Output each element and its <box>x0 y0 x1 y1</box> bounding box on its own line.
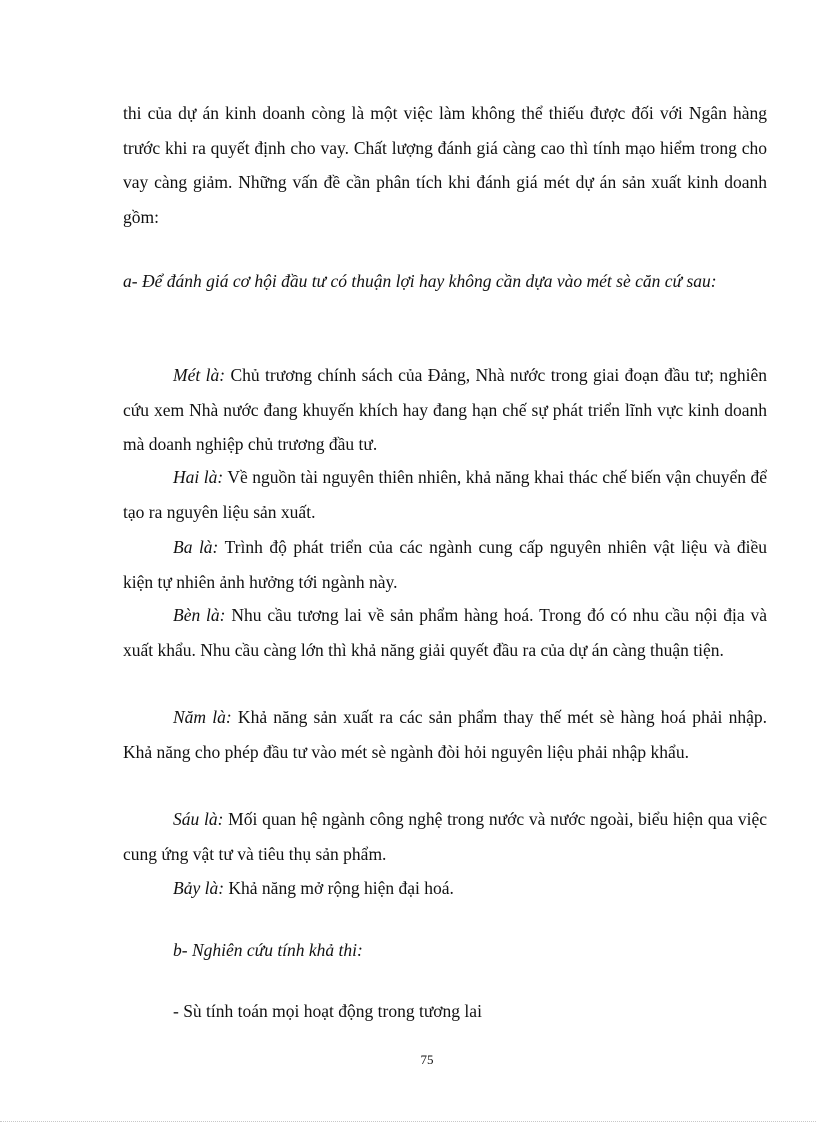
item-text: Khả năng mở rộng hiện đại hoá. <box>224 878 454 898</box>
item-label: Sáu là: <box>173 809 224 829</box>
list-item <box>123 598 767 667</box>
page-bottom-divider <box>0 1121 816 1122</box>
item-text: Về nguồn tài nguyên thiên nhiên, khả năng khai thác chế biến vận chuyển để tạo ra nguyên liệu sản xuất. <box>123 467 767 522</box>
list-item <box>123 802 767 871</box>
item-label: Bèn là: <box>173 605 226 625</box>
section-b-heading: b- Nghiên cứu tính khả thi: <box>173 940 363 960</box>
item-label: Hai là: <box>173 467 224 487</box>
item-label: Bảy là: <box>173 878 225 898</box>
intro-paragraph: thi của dự án kinh doanh còng là một việc làm không thể thiếu được đối với Ngân hàng trước khi ra quyết định cho vay. Chất lượng đánh giá càng cao thì tính mạo hiểm trong cho vay càng giảm. Những vấn đề cần phân tích khi đánh giá mét dự án sản xuất kinh doanh gồm: <box>123 103 767 227</box>
page-number: 75 <box>420 1052 434 1067</box>
item-label: Ba là: <box>173 537 219 557</box>
list-item <box>123 460 767 529</box>
list-item <box>123 871 767 906</box>
item-text: Chủ trương chính sách của Đảng, Nhà nước trong giai đoạn đầu tư; nghiên cứu xem Nhà nước đang khuyến khích hay đang hạn chế sự phát triển lĩnh vực kinh doanh mà doanh nghiệp chủ trương đầu tư. <box>123 365 767 454</box>
item-text: Khả năng sản xuất ra các sản phẩm thay thế mét sè hàng hoá phải nhập. Khả năng cho phép đầu tư vào mét sè ngành đòi hỏi nguyên liệu phải nhập khẩu. <box>123 707 767 762</box>
item-text: Mối quan hệ ngành công nghệ trong nước và nước ngoài, biểu hiện qua việc cung ứng vật tư và tiêu thụ sản phẩm. <box>123 809 767 864</box>
item-text: Trình độ phát triển của các ngành cung cấp nguyên nhiên vật liệu và điều kiện tự nhiên ảnh hưởng tới ngành này. <box>123 537 767 592</box>
bullet-line: - Sù tính toán mọi hoạt động trong tương lai <box>173 1001 482 1021</box>
list-item <box>123 530 767 599</box>
list-item <box>123 700 767 769</box>
section-a-heading: a- Để đánh giá cơ hội đầu tư có thuận lợi hay không cần dựa vào mét sè căn cứ sau: <box>123 271 717 291</box>
item-label: Năm là: <box>173 707 232 727</box>
list-item <box>123 358 767 462</box>
item-label: Mét là: <box>173 365 226 385</box>
item-text: Nhu cầu tương lai về sản phẩm hàng hoá. Trong đó có nhu cầu nội địa và xuất khẩu. Nhu cầu càng lớn thì khả năng giải quyết đầu ra của dự án càng thuận tiện. <box>123 605 767 660</box>
